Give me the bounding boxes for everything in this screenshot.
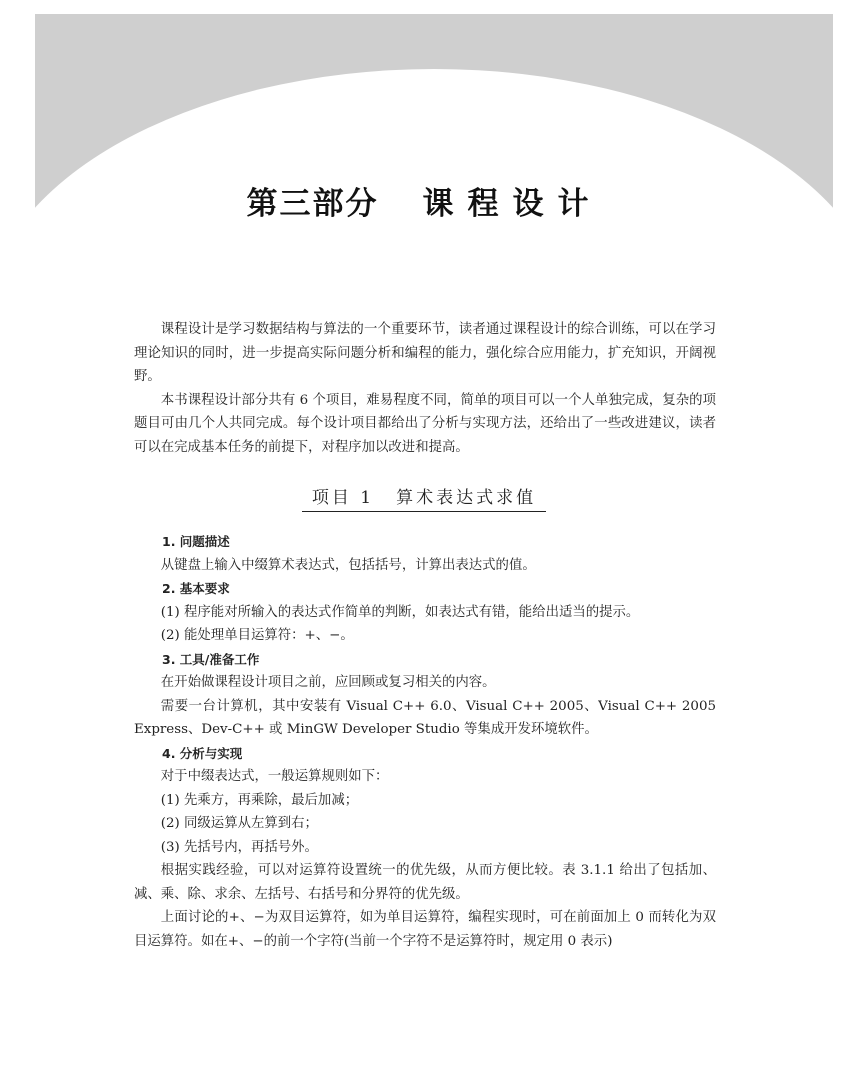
body-paragraph: (1) 先乘方，再乘除，最后加减； xyxy=(160,792,359,808)
body-paragraph: 需要一台计算机，其中安装有 Visual C++ 6.0、Visual C++ 2005、Visual C++ 2005 Express、Dev-C++ 或 MinGW Developer Studio 等集成开发环境软件。 xyxy=(134,698,716,737)
body-paragraph: 在开始做课程设计项目之前，应回顾或复习相关的内容。 xyxy=(160,675,496,690)
body-paragraph: (2) 能处理单目运算符：+、−。 xyxy=(160,628,354,643)
section-heading: 4. 分析与实现 xyxy=(162,745,243,761)
body-paragraph: (2) 同级运算从左算到右； xyxy=(160,816,318,831)
project-number: 项目 1 xyxy=(311,488,375,508)
intro-paragraph: 本书课程设计部分共有 6 个项目，难易程度不同，简单的项目可以一个人单独完成，复杂的项题目可由几个人共同完成。每个设计项目都给出了分析与实现方法，还给出了一些改进建议，读者可以在完成基本任务的前提下，对程序加以改进和提高。 xyxy=(134,392,716,455)
body-paragraph: (3) 先括号内，再括号外。 xyxy=(160,839,318,855)
section-heading: 1. 问题描述 xyxy=(162,534,230,549)
intro-paragraph: 课程设计是学习数据结构与算法的一个重要环节，读者通过课程设计的综合训练，可以在学习理论知识的同时，进一步提高实际问题分析和编程的能力，强化综合应用能力，扩充知识，开阔视野。 xyxy=(134,322,716,384)
body-paragraph: 根据实践经验，可以对运算符设置统一的优先级，从而方便比较。表 3.1.1 给出了包括加、减、乘、除、求余、左括号、右括号和分界符的优先级。 xyxy=(134,863,716,902)
intro-section xyxy=(134,318,716,459)
project-content xyxy=(134,530,716,953)
body-paragraph: 从键盘上输入中缀算术表达式，包括括号，计算出表达式的值。 xyxy=(160,557,536,573)
body-paragraph: 上面讨论的+、−为双目运算符，如为单目运算符，编程实现时，可在前面加上 0 而转化为双目运算符。如在+、−的前一个字符(当前一个字符不是运算符时，规定用 0 表示) xyxy=(134,910,716,949)
section-heading: 3. 工具/准备工作 xyxy=(162,651,260,667)
part-title xyxy=(0,178,849,223)
part-subject: 课程设计 xyxy=(422,186,603,222)
section-heading: 2. 基本要求 xyxy=(162,581,230,596)
project-title xyxy=(302,483,546,512)
body-paragraph: (1) 程序能对所输入的表达式作简单的判断，如表达式有错，能给出适当的提示。 xyxy=(160,604,640,620)
project-name: 算术表达式求值 xyxy=(396,488,537,508)
body-paragraph: 对于中缀表达式，一般运算规则如下： xyxy=(160,769,389,784)
part-label: 第三部分 xyxy=(246,186,379,222)
